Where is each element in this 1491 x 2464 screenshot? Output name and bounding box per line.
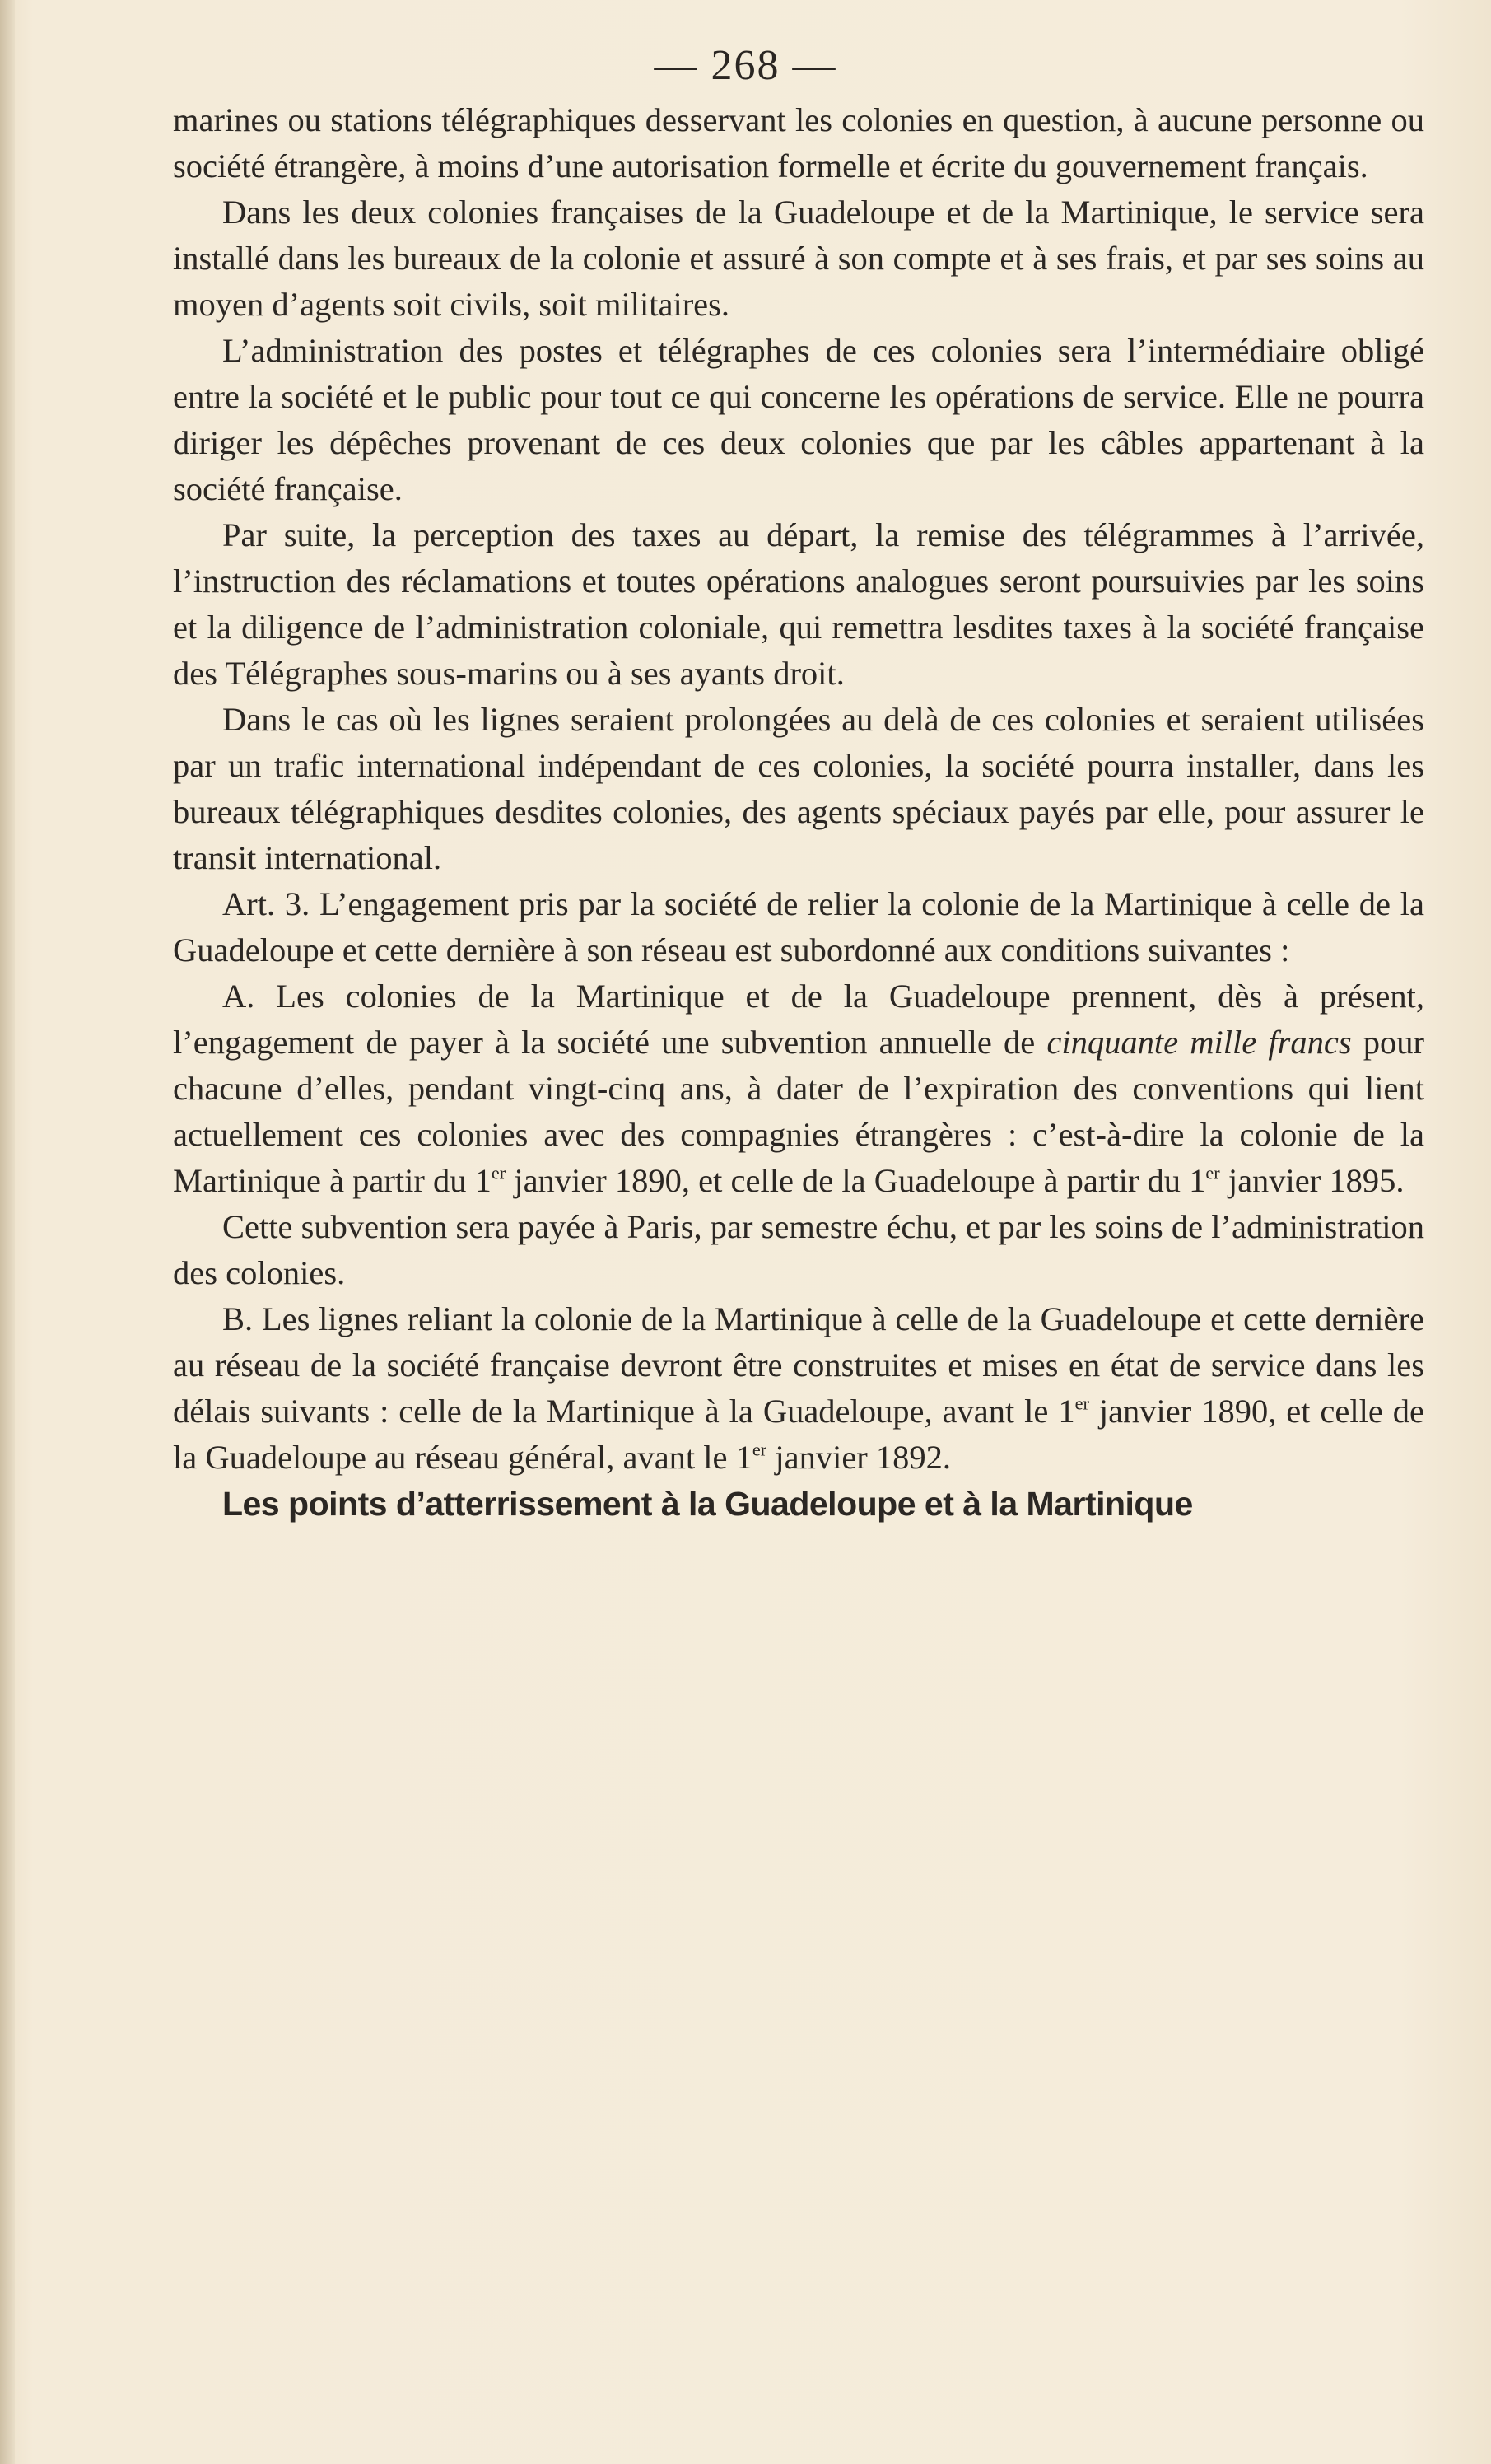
text-run: marines ou stations télégraphiques desservant les colonies en question, à aucune personne ou société étrangère, à moins d’une autorisation formelle et écrite du gouvernement français.: [173, 101, 1424, 184]
ordinal-superscript: er: [1074, 1393, 1089, 1414]
text-run: janvier 1890, et celle de la Guadeloupe au réseau général, avant le 1: [173, 1393, 1424, 1476]
text-run: L’administration des postes et télégraphes de ces colonies sera l’intermédiaire obligé entre la société et le public pour tout ce qui concerne les opérations de service. Elle ne pourra diriger les dépêches provenant de ces deux colonies que par les câbles appartenant à la société française.: [173, 332, 1424, 507]
ordinal-superscript: er: [752, 1439, 767, 1460]
text-run: Dans les deux colonies françaises de la Guadeloupe et de la Martinique, le service sera installé dans les bureaux de la colonie et assuré à son compte et à ses frais, et par ses soins au moyen d’agents soit civils, soit militaires.: [173, 194, 1424, 323]
paragraph-section-a: [173, 973, 1424, 1204]
paragraph-service-installation: [173, 189, 1424, 328]
text-run: Les points d’atterrissement à la Guadeloupe et à la Martinique: [222, 1485, 1193, 1523]
body-text: [173, 97, 1424, 1527]
italic-amount: cinquante mille francs: [1046, 1024, 1352, 1061]
text-run: Dans le cas où les lignes seraient prolongées au delà de ces colonies et seraient utilisées par un trafic international indépendant de ces colonies, la société pourra installer, dans les bureaux télégraphiques desdites colonies, des agents spéciaux payés par elle, pour assurer le transit international.: [173, 701, 1424, 876]
paragraph-article-3: [173, 881, 1424, 973]
text-run: janvier 1895.: [1219, 1162, 1405, 1199]
ordinal-superscript: er: [491, 1162, 506, 1183]
text-run: pour chacune d’elles, pendant vingt-cinq ans, à dater de l’expiration des conventions qui lient actuellement ces colonies avec des compagnies étrangères : c’est-à-dire la colonie de la Martinique à partir du 1: [173, 1024, 1424, 1199]
paragraph-subvention-payment: [173, 1204, 1424, 1296]
text-run: janvier 1892.: [766, 1439, 952, 1476]
text-run: Art. 3. L’engagement pris par la société de relier la colonie de la Martinique à celle de la Guadeloupe et cette dernière à son réseau est subordonné aux conditions suivantes :: [173, 885, 1424, 968]
paragraph-landing-points: [173, 1481, 1424, 1527]
text-run: B. Les lignes reliant la colonie de la Martinique à celle de la Guadeloupe et cette dernière au réseau de la société française devront être construites et mises en état de service dans les délais suivants : celle de la Martinique à la Guadeloupe, avant le 1: [173, 1300, 1424, 1430]
text-run: janvier 1890, et celle de la Guadeloupe à partir du 1: [506, 1162, 1206, 1199]
page-number: — 268 —: [654, 42, 837, 89]
book-spine-shadow: [0, 0, 15, 2464]
ordinal-superscript: er: [1205, 1162, 1220, 1183]
paragraph-continuation: [173, 97, 1424, 189]
text-run: Cette subvention sera payée à Paris, par semestre échu, et par les soins de l’administration des colonies.: [173, 1208, 1424, 1291]
paragraph-tax-collection: [173, 512, 1424, 697]
paragraph-section-b: [173, 1296, 1424, 1481]
paragraph-international-transit: [173, 697, 1424, 881]
text-run: Par suite, la perception des taxes au départ, la remise des télégrammes à l’arrivée, l’instruction des réclamations et toutes opérations analogues seront poursuivies par les soins et la diligence de l’administration coloniale, qui remettra lesdites taxes à la société française des Télégraphes sous-marins ou à ses ayants droit.: [173, 516, 1424, 692]
paragraph-postal-administration: [173, 328, 1424, 512]
text-run: A. Les colonies de la Martinique et de la Guadeloupe prennent, dès à présent, l’engagement de payer à la société une subvention annuelle de: [173, 978, 1424, 1061]
